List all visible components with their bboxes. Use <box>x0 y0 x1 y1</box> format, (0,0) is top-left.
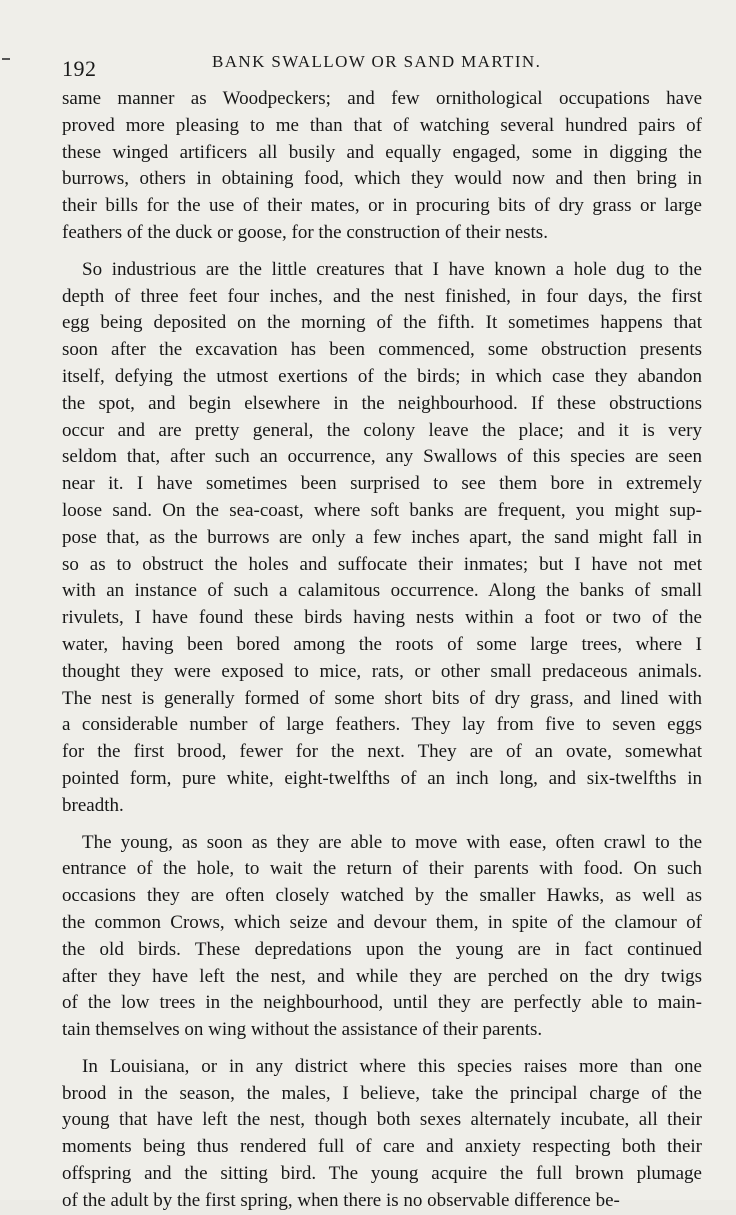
text-line: brood in the season, the males, I believe, take the principal charge of the <box>62 1082 702 1104</box>
text-line: the spot, and begin elsewhere in the neighbourhood. If these obstructions <box>62 392 702 414</box>
text-line: their bills for the use of their mates, or in procuring bits of dry grass or large <box>62 195 702 217</box>
text-line: moments being thus rendered full of care and anxiety respecting both their <box>62 1136 702 1158</box>
text-line: offspring and the sitting bird. The young acquire the full brown plumage <box>62 1163 702 1185</box>
text-line: feathers of the duck or goose, for the construction of their nests. <box>62 221 548 243</box>
paragraph-gap <box>62 1044 702 1054</box>
text-line: water, having been bored among the roots of some large trees, where I <box>62 633 702 655</box>
text-line: young that have left the nest, though both sexes alternately incubate, all their <box>62 1109 702 1131</box>
text-line: egg being deposited on the morning of the fifth. It sometimes happens that <box>62 312 702 334</box>
text-line: these winged artificers all busily and equally engaged, some in digging the <box>62 141 702 163</box>
text-line: occur and are pretty general, the colony leave the place; and it is very <box>62 419 702 441</box>
text-line: the old birds. These depredations upon the young are in fact continued <box>62 938 702 960</box>
text-line: near it. I have sometimes been surprised to see them bore in extremely <box>62 473 702 495</box>
paragraph-gap <box>62 820 702 830</box>
text-line: with an instance of such a calamitous occurrence. Along the banks of small <box>62 580 702 602</box>
paragraph-gap <box>62 247 702 257</box>
text-line: burrows, others in obtaining food, which they would now and then bring in <box>62 168 702 190</box>
page-header <box>62 52 702 82</box>
paragraph <box>62 86 702 247</box>
text-line: In Louisiana, or in any district where this species raises more than one <box>82 1055 702 1077</box>
text-line: The young, as soon as they are able to move with ease, often crawl to the <box>82 831 702 853</box>
running-head: BANK SWALLOW OR SAND MARTIN. <box>212 52 542 71</box>
text-line: of the low trees in the neighbourhood, until they are perfectly able to main- <box>62 992 702 1014</box>
scan-edge-mark <box>2 58 10 60</box>
page-number: 192 <box>62 56 97 81</box>
text-line: so as to obstruct the holes and suffocate their inmates; but I have not met <box>62 553 702 575</box>
text-line: The nest is generally formed of some short bits of dry grass, and lined with <box>62 687 702 709</box>
text-line: soon after the excavation has been commenced, some obstruction presents <box>62 339 702 361</box>
text-line: pose that, as the burrows are only a few inches apart, the sand might fall in <box>62 526 702 548</box>
text-line: the common Crows, which seize and devour them, in spite of the clamour of <box>62 911 702 933</box>
text-line: rivulets, I have found these birds having nests within a foot or two of the <box>62 607 702 629</box>
text-line: same manner as Woodpeckers; and few ornithological occupations have <box>62 88 702 109</box>
text-line: thought they were exposed to mice, rats, or other small predaceous animals. <box>62 660 702 682</box>
paragraph <box>62 257 702 820</box>
text-line: occasions they are often closely watched by the smaller Hawks, as well as <box>62 885 702 907</box>
text-line: entrance of the hole, to wait the return of their parents with food. On such <box>62 858 702 880</box>
text-line: breadth. <box>62 794 124 816</box>
text-line: tain themselves on wing without the assistance of their parents. <box>62 1019 543 1041</box>
text-line: for the first brood, fewer for the next. They are of an ovate, somewhat <box>62 741 702 763</box>
text-line: depth of three feet four inches, and the nest finished, in four days, the first <box>62 285 702 307</box>
text-line: loose sand. On the sea-coast, where soft banks are frequent, you might sup- <box>62 499 702 521</box>
text-line: itself, defying the utmost exertions of the birds; in which case they abandon <box>62 365 702 387</box>
text-line: proved more pleasing to me than that of watching several hundred pairs of <box>62 114 702 136</box>
body-text <box>62 86 702 1215</box>
text-line: a considerable number of large feathers. They lay from five to seven eggs <box>62 714 702 736</box>
text-line: after they have left the nest, and while they are perched on the dry twigs <box>62 965 702 987</box>
paragraph <box>62 1054 702 1215</box>
paragraph <box>62 830 702 1044</box>
text-line: So industrious are the little creatures that I have known a hole dug to the <box>82 258 702 280</box>
text-line: of the adult by the first spring, when there is no observable difference be- <box>62 1189 620 1211</box>
text-line: seldom that, after such an occurrence, any Swallows of this species are seen <box>62 446 702 468</box>
text-line: pointed form, pure white, eight-twelfths of an inch long, and six-twelfths in <box>62 767 702 789</box>
